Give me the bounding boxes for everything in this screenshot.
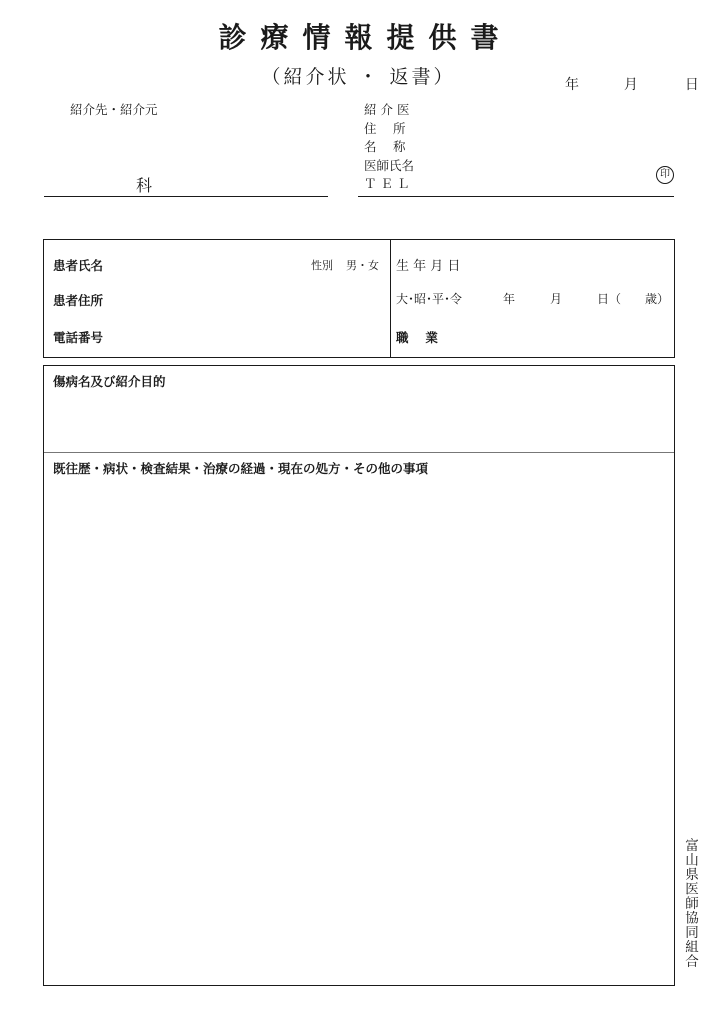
patient-name-label: 患者氏名 <box>53 258 104 273</box>
history-label: 既往歴・病状・検査結果・治療の経過・現在の処方・その他の事項 <box>53 461 429 476</box>
department-label: 科 <box>136 176 153 195</box>
birth-day-label: 日（ <box>597 292 622 306</box>
referrer-label-doctor: 紹 介 医 <box>364 102 410 117</box>
patient-info-divider <box>390 240 391 357</box>
referrer-label-tel: Ｔ Ｅ Ｌ <box>364 176 410 191</box>
date-month-label: 月 <box>623 77 638 93</box>
referrer-label-physician: 医師氏名 <box>364 157 415 173</box>
sex-label: 性別 <box>311 259 333 272</box>
form-subtitle: （紹介状 ・ 返書） <box>261 66 456 88</box>
birth-year-label: 年 <box>503 292 516 306</box>
date-row <box>565 74 699 94</box>
referrer-block <box>364 101 414 194</box>
section-divider <box>44 452 674 453</box>
sex-field <box>311 257 379 273</box>
referrer-label-address: 住 所 <box>364 120 406 136</box>
patient-address-label: 患者住所 <box>53 293 104 308</box>
referrer-label-name: 名 称 <box>364 139 406 154</box>
seal-icon: 印 <box>656 166 674 184</box>
birth-month-label: 月 <box>550 292 563 306</box>
age-label: 歳） <box>645 292 670 306</box>
birthdate-label: 生 年 月 日 <box>396 259 461 274</box>
referrer-underline <box>358 196 674 197</box>
phone-label: 電話番号 <box>53 330 104 345</box>
department-underline <box>44 196 328 197</box>
date-year-label: 年 <box>565 77 579 93</box>
date-day-label: 日 <box>684 77 699 93</box>
sex-options: 男・女 <box>346 259 379 272</box>
era-label: 大･昭･平･令 <box>396 292 463 306</box>
diagnosis-label: 傷病名及び紹介目的 <box>53 374 166 389</box>
form-title: 診療情報提供書 <box>218 21 513 54</box>
referral-to-from-label: 紹介先・紹介元 <box>70 102 158 117</box>
occupation-label: 職 業 <box>396 330 438 345</box>
association-label: 富山県医師協同組合 <box>682 838 698 969</box>
